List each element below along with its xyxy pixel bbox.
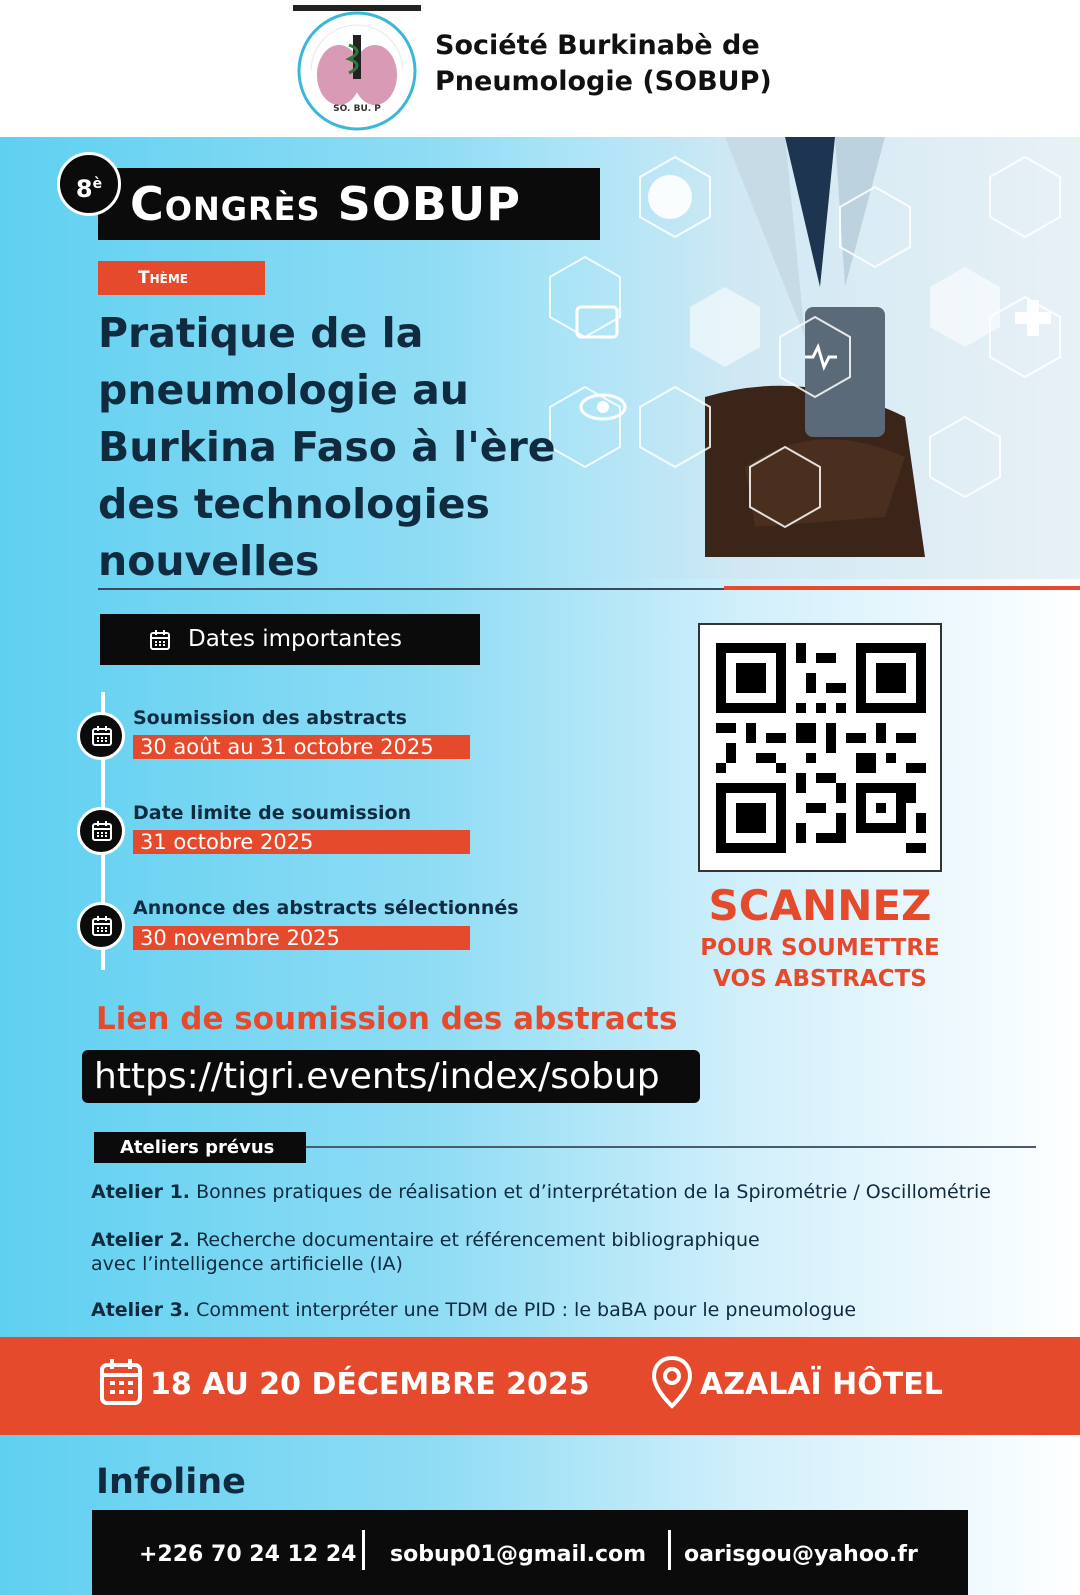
date-item-label: Annonce des abstracts sélectionnés (133, 897, 519, 919)
event-dates: 18 AU 20 DÉCEMBRE 2025 (150, 1367, 590, 1402)
calendar-icon (77, 712, 125, 760)
date-item-label: Date limite de soumission (133, 802, 412, 824)
theme-title (98, 305, 628, 590)
congress-title: Congrès SOBUP (98, 168, 600, 240)
contact-email[interactable]: sobup01@gmail.com (390, 1542, 647, 1567)
event-info-bar (0, 1337, 1080, 1435)
workshop-text: Comment interpréter une TDM de PID : le baBA pour le pneumologue (196, 1299, 857, 1321)
edition-number: 8 (75, 175, 93, 203)
header (0, 0, 1080, 137)
separator (668, 1530, 671, 1570)
theme-line: Burkina Faso à l'ère (98, 423, 556, 471)
date-item-value: 31 octobre 2025 (133, 830, 470, 854)
workshop-text: Bonnes pratiques de réalisation et d’interprétation de la Spirométrie / Oscillométrie (196, 1181, 991, 1203)
organization-name (435, 28, 835, 100)
date-item-label: Soumission des abstracts (133, 707, 407, 729)
contact-phone[interactable]: +226 70 24 12 24 (139, 1542, 357, 1567)
date-item-value: 30 août au 31 octobre 2025 (133, 735, 470, 759)
workshop-text: Recherche documentaire et référencement bibliographique (196, 1229, 760, 1251)
calendar-icon (77, 902, 125, 950)
workshop-label: Atelier 3. (91, 1299, 191, 1321)
dates-heading (100, 614, 480, 665)
theme-label: Thème (98, 261, 265, 295)
theme-line: nouvelles (98, 537, 320, 585)
scan-subtitle (690, 933, 950, 995)
scan-line: POUR SOUMETTRE (700, 935, 940, 961)
workshop-text-continued: avec l’intelligence artificielle (IA) (91, 1253, 403, 1275)
calendar-icon (77, 807, 125, 855)
date-item-value: 30 novembre 2025 (133, 926, 470, 950)
edition-number-badge (57, 152, 121, 216)
calendar-icon (100, 1359, 142, 1405)
contact-bar (92, 1510, 968, 1595)
theme-line: Pratique de la (98, 309, 424, 357)
submission-link-title: Lien de soumission des abstracts (96, 1001, 678, 1037)
logo-abbrev: SO. BU. P (333, 104, 381, 114)
sobup-logo (293, 5, 421, 131)
divider (306, 1146, 1036, 1148)
calendar-icon (150, 630, 170, 650)
infoline-title: Infoline (96, 1462, 246, 1502)
divider (98, 588, 724, 590)
dates-heading-label: Dates importantes (188, 626, 403, 652)
theme-line: pneumologie au (98, 366, 469, 414)
location-pin-icon (651, 1355, 693, 1409)
edition-suffix: è (92, 176, 103, 192)
scan-title: SCANNEZ (708, 881, 932, 930)
qr-code[interactable] (698, 623, 942, 872)
scan-line: VOS ABSTRACTS (713, 966, 927, 992)
contact-email[interactable]: oarisgou@yahoo.fr (684, 1542, 918, 1567)
workshops-heading: Ateliers prévus (94, 1132, 306, 1163)
workshop-item (91, 1228, 1051, 1276)
divider-accent (724, 586, 1080, 590)
theme-line: des technologies (98, 480, 490, 528)
org-name-line2: Pneumologie (SOBUP) (435, 66, 772, 97)
workshop-item (91, 1180, 1051, 1204)
qr-code-image (716, 643, 926, 853)
org-name-line1: Société Burkinabè de (435, 30, 760, 61)
workshop-label: Atelier 1. (91, 1181, 191, 1203)
submission-link[interactable]: https://tigri.events/index/sobup (82, 1050, 700, 1103)
event-venue: AZALAÏ HÔTEL (700, 1367, 943, 1402)
workshop-item (91, 1298, 1051, 1322)
workshop-label: Atelier 2. (91, 1229, 191, 1251)
separator (362, 1530, 365, 1570)
